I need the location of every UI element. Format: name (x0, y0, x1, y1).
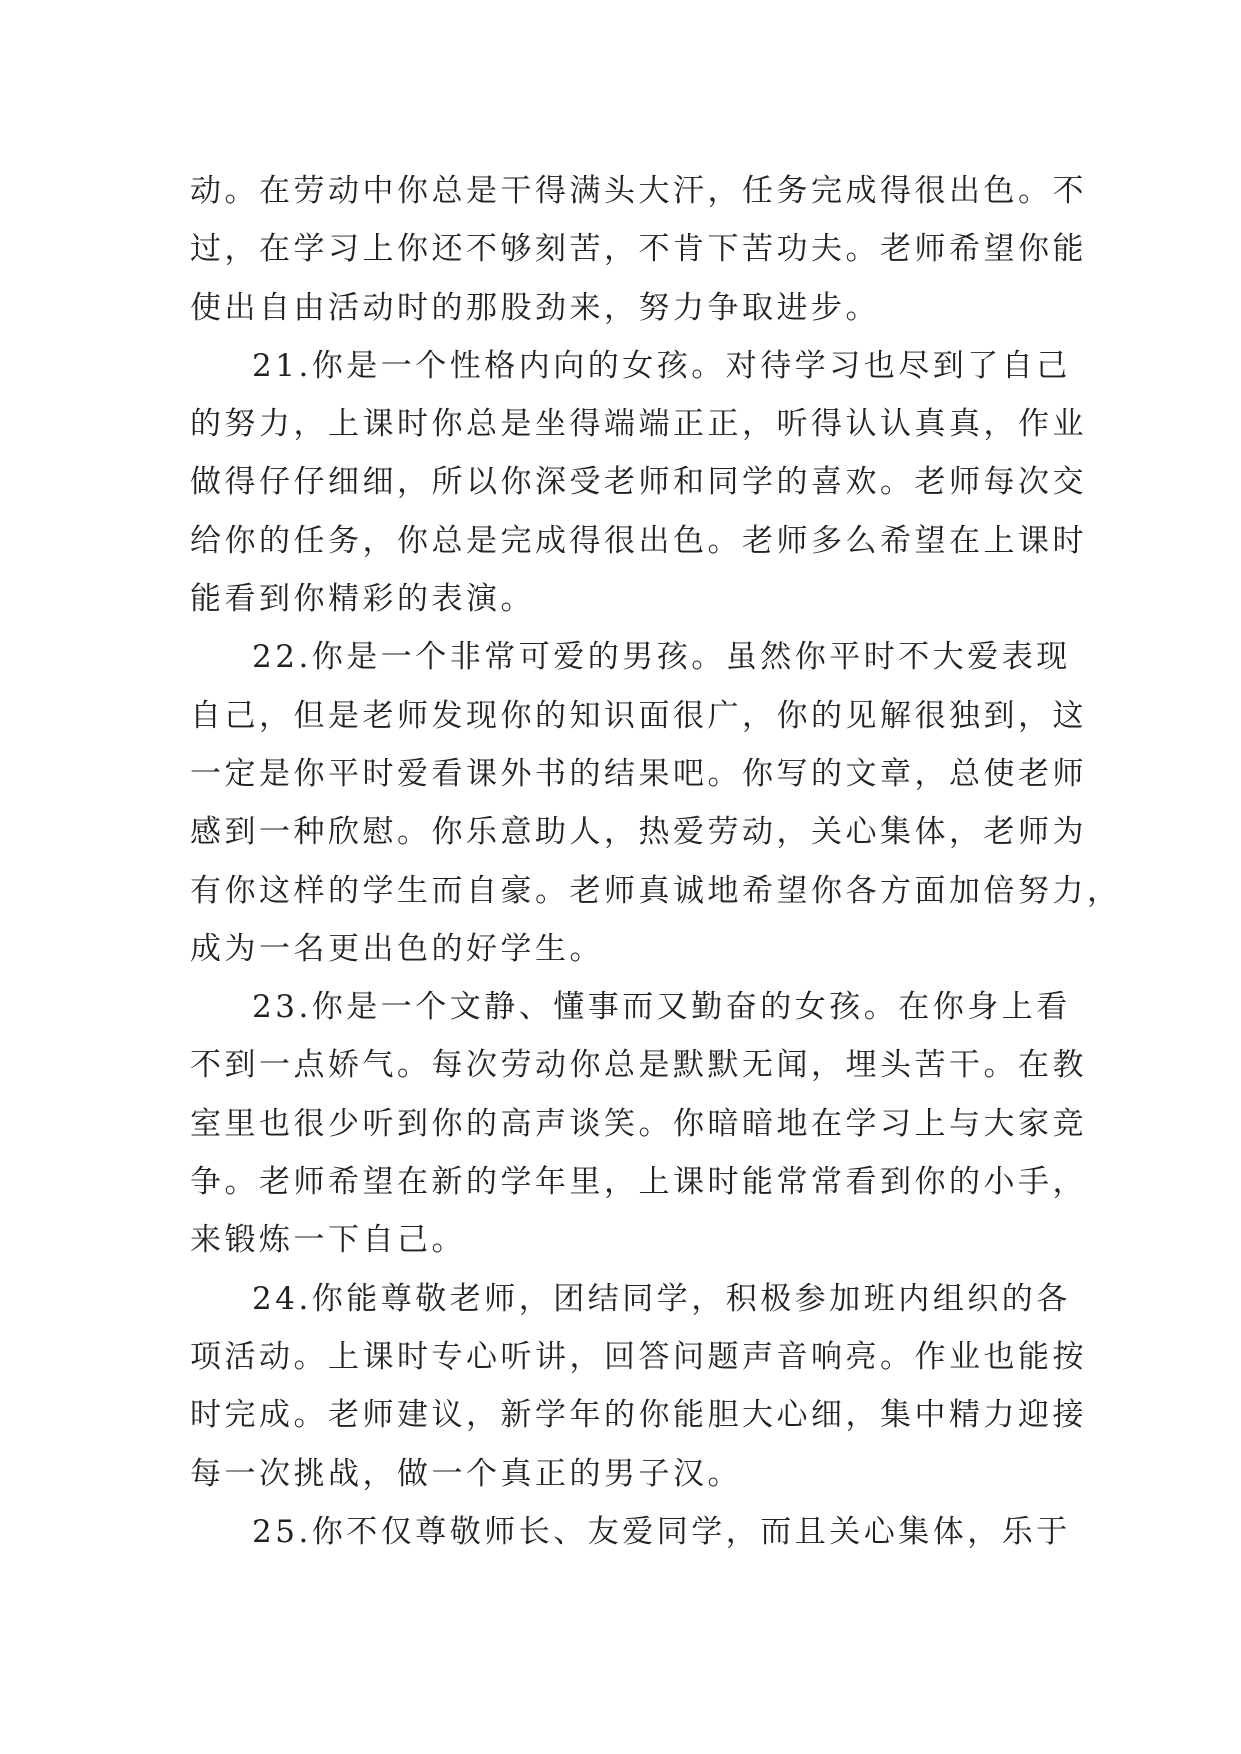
document-body (190, 162, 1122, 1561)
paragraph-23-start: 23.你是一个文静、懂事而又勤奋的女孩。在你身上看 (252, 989, 1071, 1026)
text-line: 自己，但是老师发现你的知识面很广，你的见解很独到，这 (190, 697, 1087, 734)
text-line: 来锻炼一下自己。 (190, 1222, 466, 1259)
paragraph-21-start: 21.你是一个性格内向的女孩。对待学习也尽到了自己 (252, 347, 1071, 384)
text-line: 成为一名更出色的好学生。 (190, 930, 604, 967)
text-line: 每一次挑战，做一个真正的男子汉。 (190, 1455, 742, 1492)
text-line: 过，在学习上你还不够刻苦，不肯下苦功夫。老师希望你能 (190, 231, 1087, 268)
text-line: 感到一种欣慰。你乐意助人，热爱劳动，关心集体，老师为 (190, 814, 1087, 851)
paragraph-25-start: 25.你不仅尊敬师长、友爱同学，而且关心集体，乐于 (252, 1513, 1071, 1550)
text-line: 室里也很少听到你的高声谈笑。你暗暗地在学习上与大家竞 (190, 1105, 1087, 1142)
text-line: 时完成。老师建议，新学年的你能胆大心细，集中精力迎接 (190, 1397, 1087, 1434)
text-line: 使出自由活动时的那股劲来，努力争取进步。 (190, 289, 880, 326)
paragraph-22-start: 22.你是一个非常可爱的男孩。虽然你平时不大爱表现 (252, 639, 1071, 676)
text-line: 能看到你精彩的表演。 (190, 581, 535, 618)
text-line: 一定是你平时爱看课外书的结果吧。你写的文章，总使老师 (190, 755, 1087, 792)
text-line: 做得仔仔细细，所以你深受老师和同学的喜欢。老师每次交 (190, 464, 1087, 501)
text-line: 不到一点娇气。每次劳动你总是默默无闻，埋头苦干。在教 (190, 1047, 1087, 1084)
text-line: 给你的任务，你总是完成得很出色。老师多么希望在上课时 (190, 522, 1087, 559)
text-line: 有你这样的学生而自豪。老师真诚地希望你各方面加倍努力， (190, 872, 1122, 909)
paragraph-24-start: 24.你能尊敬老师，团结同学，积极参加班内组织的各 (252, 1280, 1071, 1317)
text-line: 的努力，上课时你总是坐得端端正正，听得认认真真，作业 (190, 406, 1087, 443)
text-line: 争。老师希望在新的学年里，上课时能常常看到你的小手， (190, 1164, 1087, 1201)
text-line: 项活动。上课时专心听讲，回答问题声音响亮。作业也能按 (190, 1338, 1087, 1375)
text-line: 动。在劳动中你总是干得满头大汗，任务完成得很出色。不 (190, 173, 1087, 209)
